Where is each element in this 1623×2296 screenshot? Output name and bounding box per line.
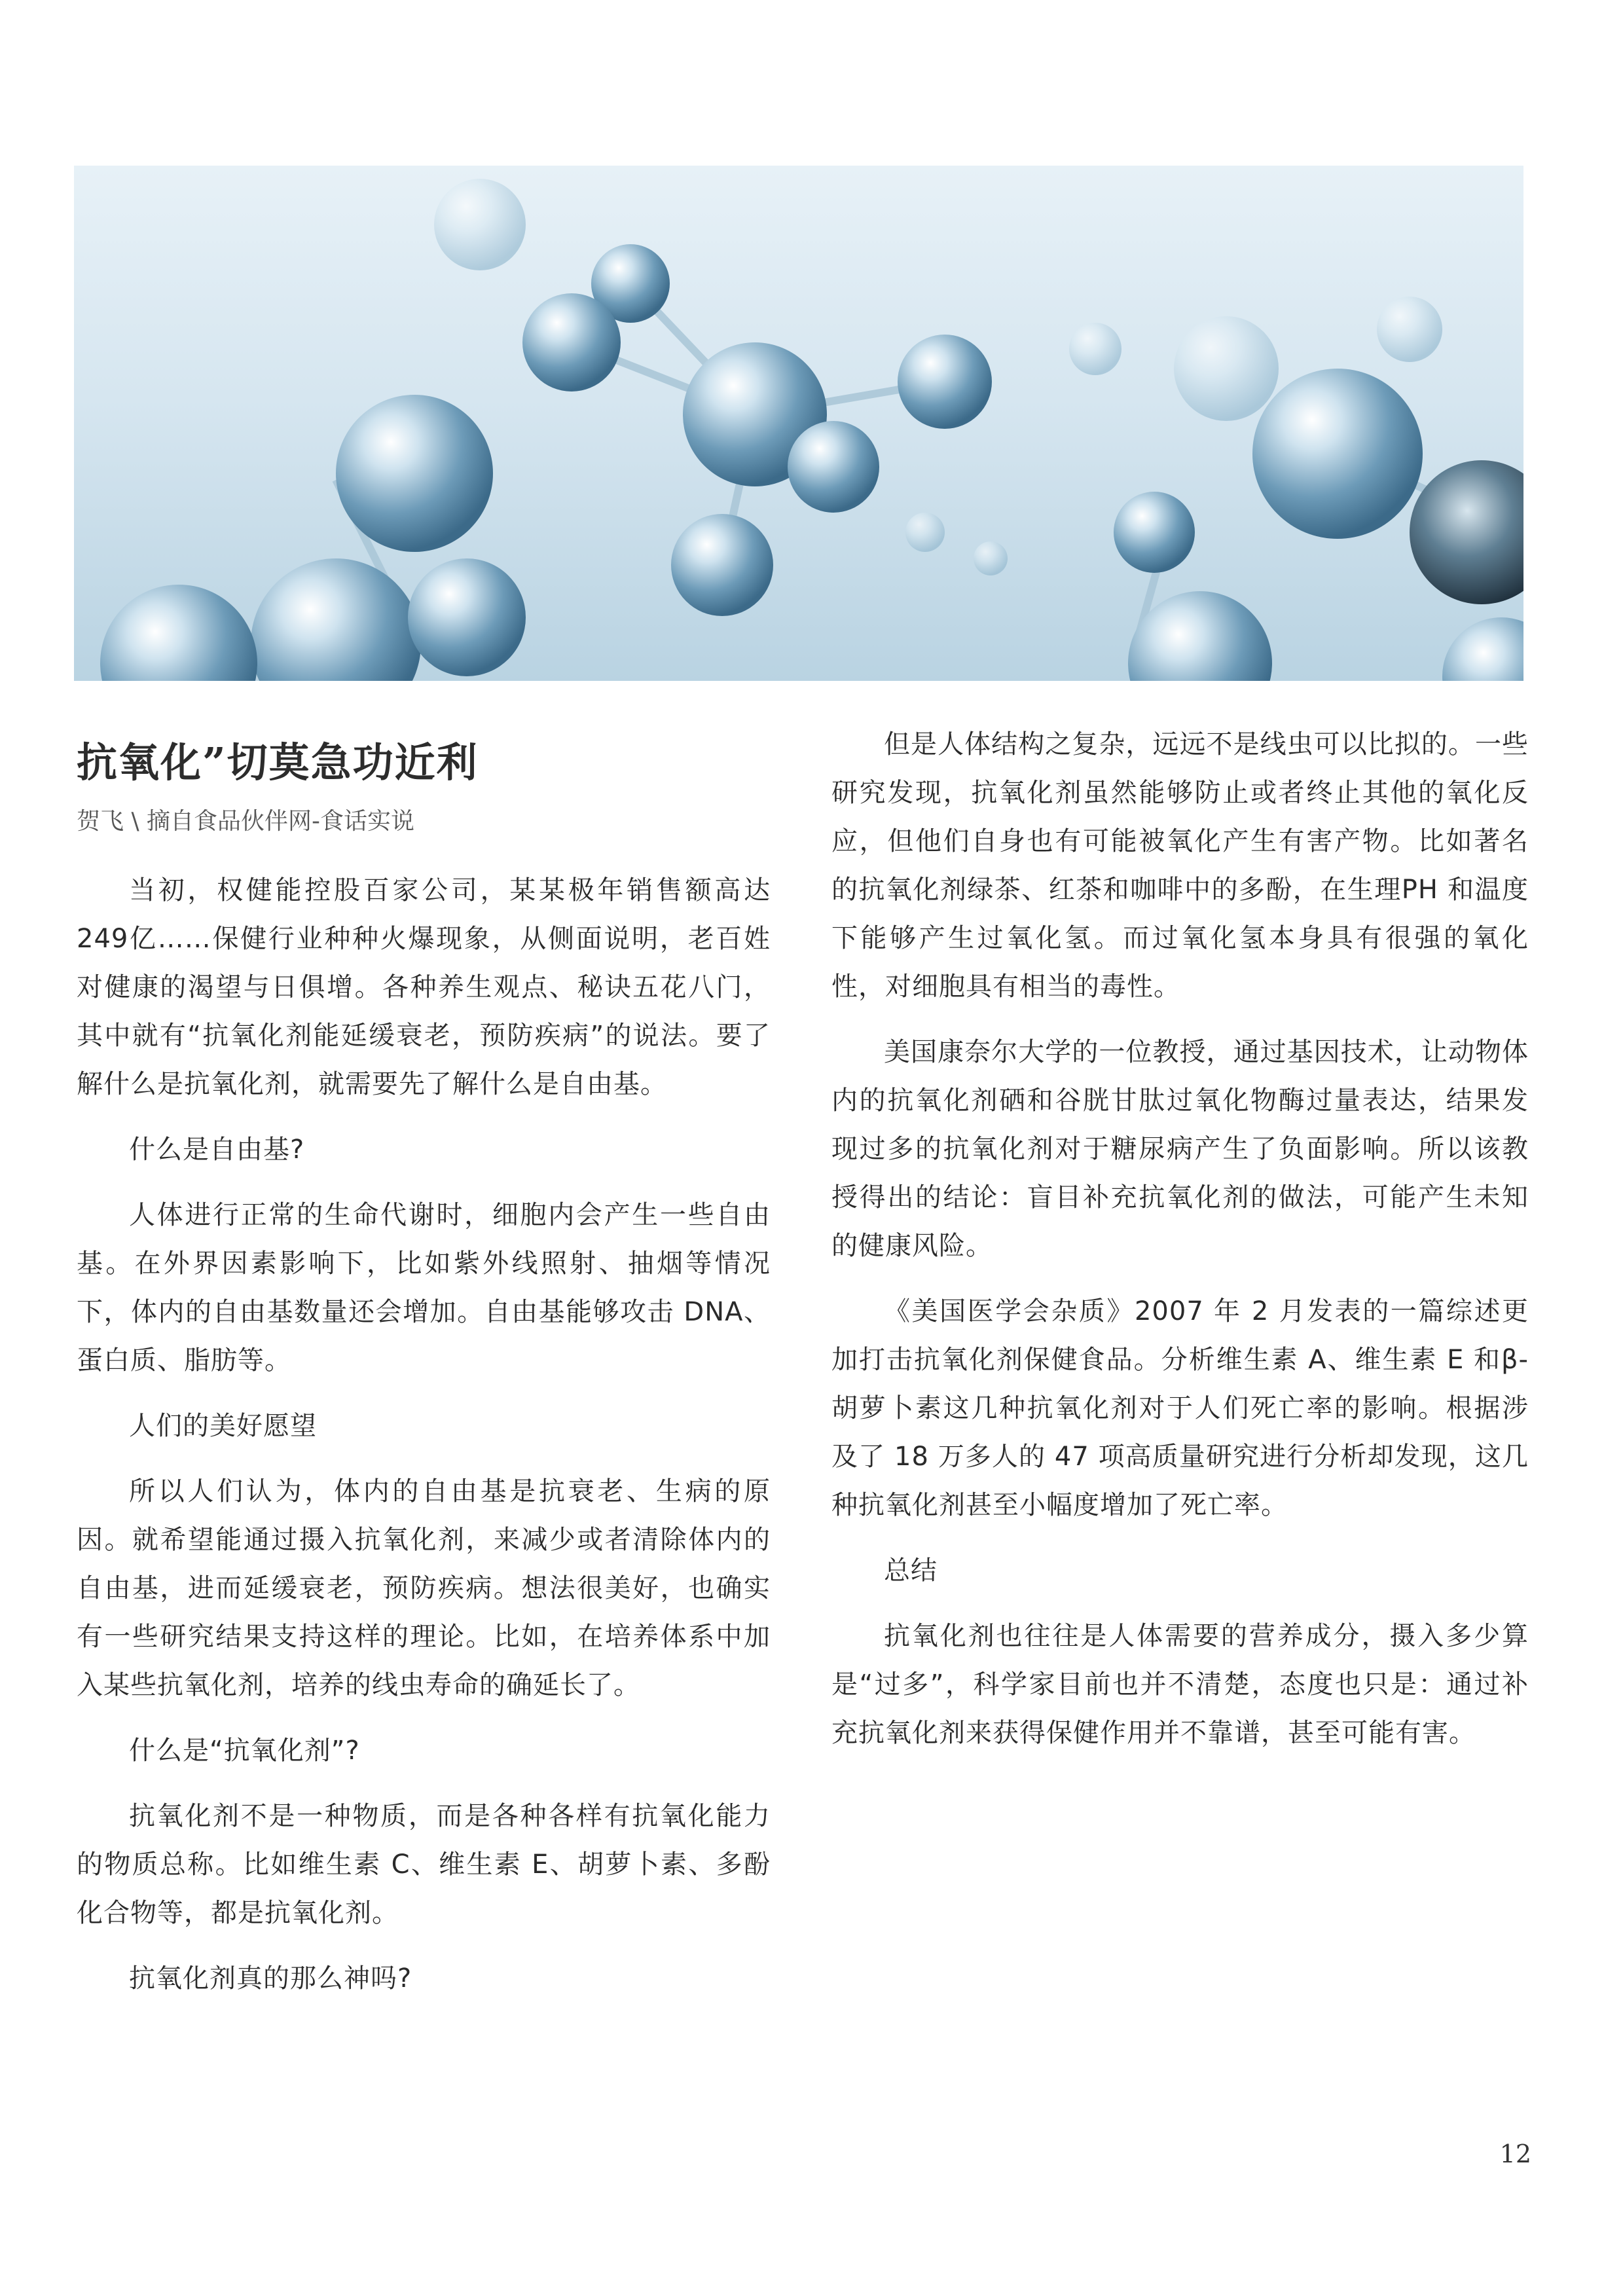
paragraph: 美国康奈尔大学的一位教授，通过基因技术，让动物体内的抗氧化剂硒和谷胱甘肽过氧化物酶过量表达，结果发现过多的抗氧化剂对于糖尿病产生了负面影响。所以该教授得出的结论：盲目补充抗氧化剂的做法，可能产生未知的健康风险。	[831, 1037, 1529, 1261]
section-heading: 什么是“抗氧化剂”?	[129, 1736, 360, 1766]
paragraph: 人体进行正常的生命代谢时，细胞内会产生一些自由基。在外界因素影响下，比如紫外线照射、抽烟等情况下，体内的自由基数量还会增加。自由基能够攻击 DNA、蛋白质、脂肪等。	[77, 1200, 771, 1376]
section-heading: 人们的美好愿望	[129, 1411, 317, 1442]
paragraph: 当初，权健能控股百家公司，某某极年销售额高达249亿……保健行业种种火爆现象，从侧面说明，老百姓对健康的渴望与日俱增。各种养生观点、秘诀五花八门，其中就有“抗氧化剂能延缓衰老，预防疾病”的说法。要了解什么是抗氧化剂，就需要先了解什么是自由基。	[77, 875, 771, 1100]
section-heading: 抗氧化剂真的那么神吗?	[129, 1963, 412, 1994]
molecule-illustration	[74, 166, 1523, 681]
right-column	[831, 720, 1529, 1774]
article-title: 抗氧化”切莫急功近利	[77, 738, 479, 786]
hero-image	[74, 166, 1523, 681]
section-heading: 总结	[884, 1556, 938, 1586]
page-number: 12	[1499, 2140, 1531, 2168]
article-byline: 贺飞 \ 摘自食品伙伴网-食话实说	[77, 808, 415, 835]
paragraph: 抗氧化剂也往往是人体需要的营养成分，摄入多少算是“过多”，科学家目前也并不清楚，态度也只是：通过补充抗氧化剂来获得保健作用并不靠谱，甚至可能有害。	[831, 1621, 1529, 1748]
left-column	[77, 738, 771, 2020]
paragraph: 所以人们认为，体内的自由基是抗衰老、生病的原因。就希望能通过摄入抗氧化剂，来减少或者清除体内的自由基，进而延缓衰老，预防疾病。想法很美好，也确实有一些研究结果支持这样的理论。比如，在培养体系中加入某些抗氧化剂，培养的线虫寿命的确延长了。	[77, 1476, 771, 1701]
paragraph: 但是人体结构之复杂，远远不是线虫可以比拟的。一些研究发现，抗氧化剂虽然能够防止或者终止其他的氧化反应，但他们自身也有可能被氧化产生有害产物。比如著名的抗氧化剂绿茶、红茶和咖啡中的多酚，在生理PH 和温度下能够产生过氧化氢。而过氧化氢本身具有很强的氧化性，对细胞具有相当的毒性。	[831, 729, 1529, 1002]
section-heading: 什么是自由基?	[129, 1135, 305, 1165]
paragraph: 《美国医学会杂质》2007 年 2 月发表的一篇综述更加打击抗氧化剂保健食品。分析维生素 A、维生素 E 和β-胡萝卜素这几种抗氧化剂对于人们死亡率的影响。根据涉及了 18 万多人的 47 项高质量研究进行分析却发现，这几种抗氧化剂甚至小幅度增加了死亡率。	[831, 1296, 1529, 1520]
paragraph: 抗氧化剂不是一种物质，而是各种各样有抗氧化能力的物质总称。比如维生素 C、维生素 E、胡萝卜素、多酚化合物等，都是抗氧化剂。	[77, 1801, 771, 1929]
